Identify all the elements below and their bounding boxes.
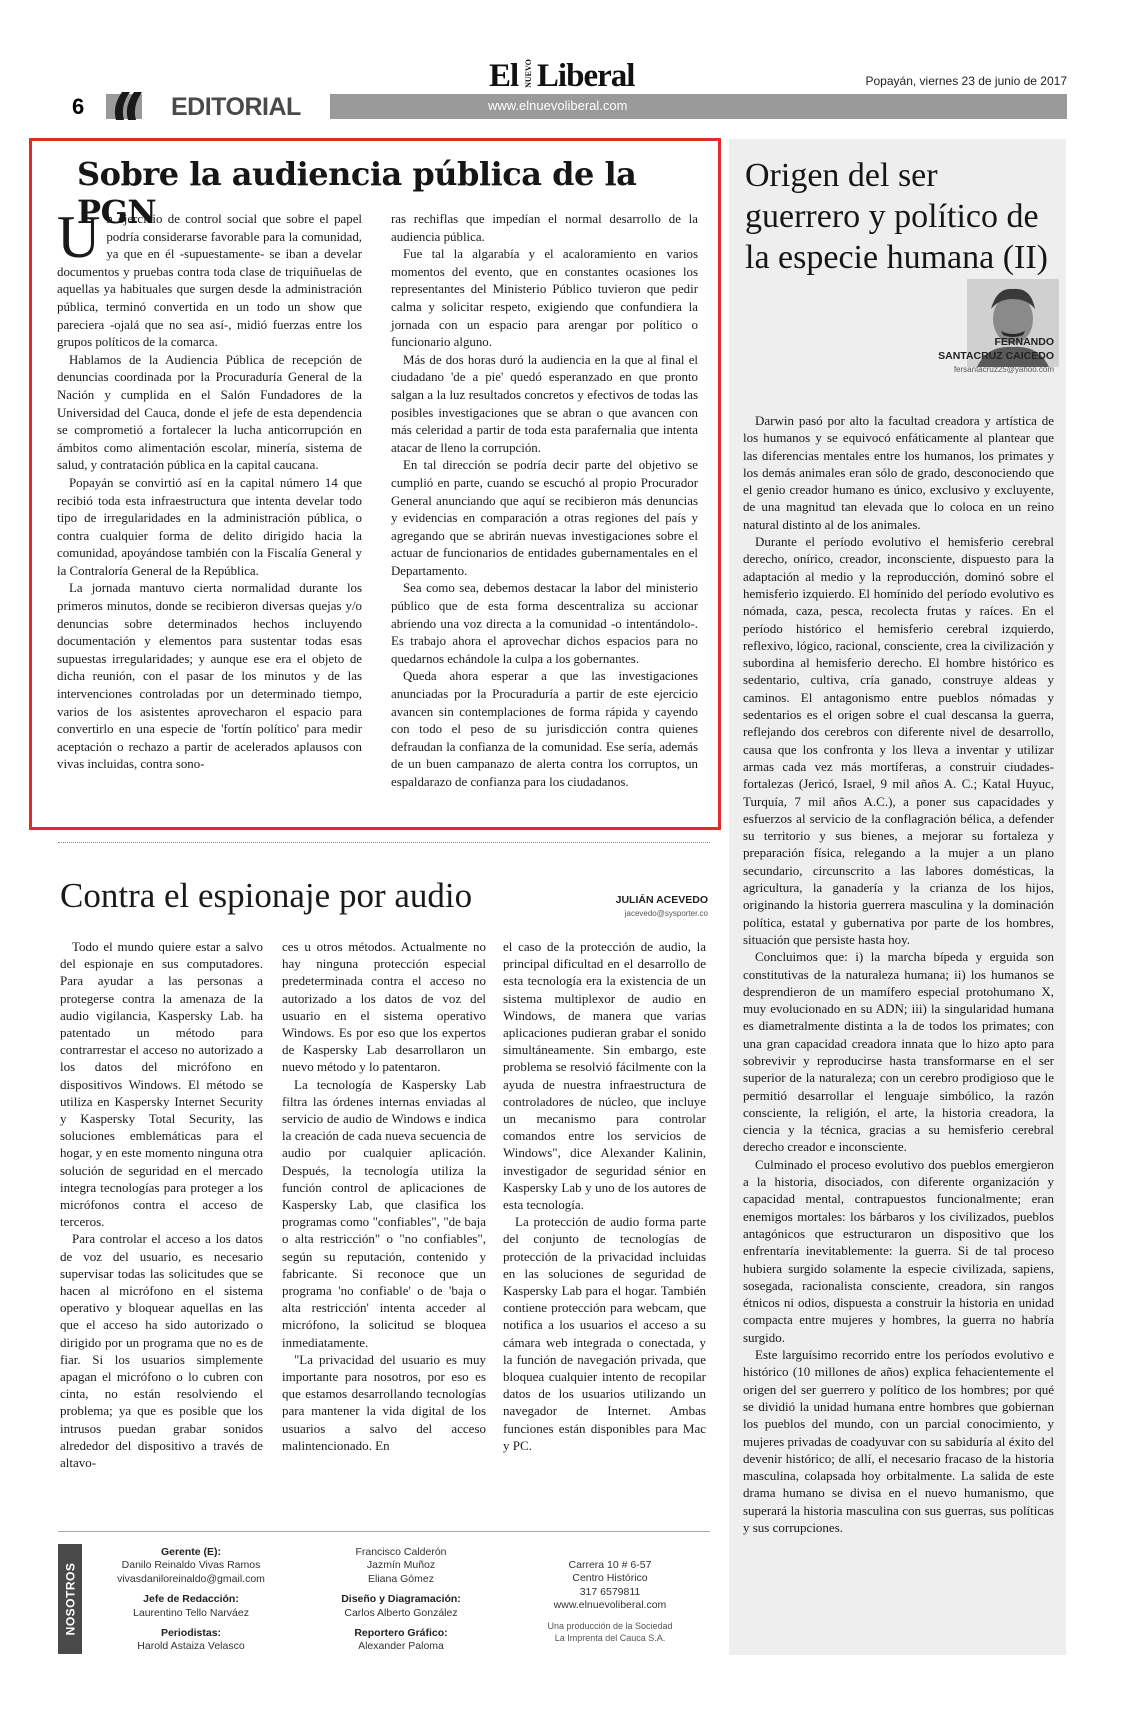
masthead-logo: El NUEVO Liberal <box>489 58 635 94</box>
paragraph: Popayán se convirtió así en la capital número 14 que recibió toda esta infraestructura que intenta develar todo tipo de irregularidades en la administración pública, o contra cualquier forma de delito dirigido hacia la comunidad, apoyándose también con la Fiscalía General y la Contraloría General de la República. <box>57 475 362 578</box>
staff-name: Jazmín Muñoz <box>366 1559 436 1572</box>
staff-name: Francisco Calderón <box>355 1546 447 1558</box>
staff-group-1 <box>96 1546 286 1654</box>
opinion-body <box>743 412 1054 1536</box>
author-email: jacevedo@sysporter.co <box>624 909 708 918</box>
staff-role: Jefe de Redacción: <box>143 1593 239 1606</box>
drop-cap: U <box>57 204 101 270</box>
editorial-column-1 <box>57 204 362 774</box>
staff-role: Reportero Gráfico: <box>354 1627 448 1640</box>
paragraph: Durante el período evolutivo el hemisferio cerebral derecho, onírico, creador, inconsciente, dispuesto para la adaptación al medio y la reproducción, dominó sobre el hemisferio izquierdo. El homínido del período evolutivo es nómada, caza, pesca, recolecta frutas y raíces. En el período histórico el hemisferio cerebral izquierdo, reflexivo, lógico, racional, consciente, crea la civilización y subordina al hemisferio derecho. El hombre histórico es sedentario, cultiva, cría ganado, construye aldeas y caminos. El antagonismo entre pueblos nómadas y sedentarios es el origen sobre el cual descansa la guerra, reflejando dos cerebros con diferente nivel de desarrollo, causa que los confronta y los lleva a inventar y utilizar armas cada vez más mortíferas, a construir ciudades-fortalezas (Jericó, Israel, 9 mil años A. C.; Katal Huyuc, Turquía, 7 mil años A.C.), a poner sus capacidades y esfuerzos al servicio de la conflagración bélica, a defender su territorio y sus bienes, a mejorar su fortaleza y preparación física, relegando a la mujer a un plano secundario, circunscrito a las labores domésticas, la agricultura, la ganadería y la crianza de los hijos, originando la historia guerrera masculina y la dominación política, estatal y gubernativa por parte de los hombres, situación que persiste hasta hoy. <box>743 534 1054 947</box>
staff-name: Alexander Paloma <box>358 1640 444 1653</box>
paragraph: Sea como sea, debemos destacar la labor del ministerio público que de esta forma descentraliza su accionar abriendo una voz directa a la comunidad -o intentándolo-. Es trabajo ahora el aprovechar dichos espacios para no quedarnos echándole la culpa a los gobernantes. <box>391 581 698 666</box>
staff-email: vivasdaniloreinaldo@gmail.com <box>117 1572 265 1585</box>
article-column-1 <box>60 938 263 1471</box>
paragraph: Un ejercicio de control social que sobre el papel podría considerarse favorable para la comunidad, ya que en él -supuestamente- se iban a develar documentos y pruebas contra toda clase de triquiñuelas de aquellas ya habituales que surgen desde la administración pública, terminó convertida en un todo un show que pareciera -ojalá que no sea así-, midió fuerzas entre los grupos políticos de la comarca. <box>57 204 362 350</box>
paragraph: ras rechiflas que impedían el normal desarrollo de la audiencia pública. <box>391 212 698 244</box>
opinion-title: Origen del ser guerrero y político de la especie humana (II) <box>745 157 1048 276</box>
page-number: 6 <box>60 94 106 119</box>
staff-role: Periodistas: <box>160 1627 222 1640</box>
staff-name: Laurentino Tello Narváez <box>133 1606 249 1619</box>
dateline: Popayán, viernes 23 de junio de 2017 <box>865 74 1067 88</box>
author-email: fersantacruz25@yahoo.com <box>953 365 1054 374</box>
article-title: Contra el espionaje por audio <box>60 876 473 915</box>
staff-group-2 <box>316 1546 486 1654</box>
staff-tab: NOSOTROS <box>63 1562 78 1636</box>
paragraph: Todo el mundo quiere estar a salvo del espionaje en sus computadores. Para ayudar a las personas a protegerse contra la amenaza de la audio vigilancia, Kaspersky Lab. ha patentado un método para contrarrestar el acceso no autorizado a los datos del micrófono en dispositivos Windows. El método se utiliza en Kaspersky Internet Security y Kaspersky Total Security, las soluciones emblemáticas para el hogar, y en este momento ninguna otra solución de seguridad en el mercado integra tecnologías para proteger a los micrófonos contra el acceso de terceros. <box>60 939 263 1230</box>
paragraph: el caso de la protección de audio, la principal dificultad en el desarrollo de esta tecnología era la existencia de un sistema multiplexor de audio en Windows, de manera que varias aplicaciones pudieran grabar el sonido simultáneamente. Sin embargo, este problema se resolvió fácilmente con la ayuda de nuestra infraestructura de controladores de núcleo, que incluye un mecanismo para controlar comandos entre los servicios de Windows", dice Alexander Kalinin, investigador de seguridad sénior en Kaspersky Lab y uno de los autores de esta tecnología. <box>503 939 706 1213</box>
staff-name: Harold Astaiza Velasco <box>137 1640 245 1653</box>
opinion-column <box>729 139 1066 1655</box>
staff-role: Diseño y Diagramación: <box>341 1593 461 1606</box>
article-column-2 <box>282 938 486 1454</box>
paragraph: ces u otros métodos. Actualmente no hay ninguna protección especial predeterminada contra el acceso no autorizado a los datos de voz del usuario en el sistema operativo Windows. Es por eso que los expertos de Kaspersky Lab desarrollaron un nuevo método y lo patentaron. <box>282 939 486 1075</box>
paragraph: Concluimos que: i) la marcha bípeda y erguida son constitutivas de la naturaleza humana; ii) los humanos se desprendieron de un mamífero especial protohumano X, muy evolucionado en su ADN; iii) la singularidad humana es diametralmente distinta a la de todos los primates; con una gran capacidad creadora innata que lo hizo apto para sobrevivir y reproducirse hasta transformarse en el ser superior de la naturaleza; con un cerebro prodigioso que le permitió desarrollar el lenguaje simbólico, la razón consciente, la religión, el arte, la historia creadora, la ciencia y la técnica, gracias a su hemisferio cerebral derecho creador e inconsciente. <box>743 949 1054 1155</box>
website-link[interactable]: www.elnuevoliberal.com <box>553 1599 667 1612</box>
paragraph: Este larguísimo recorrido entre los períodos evolutivo e histórico (10 millones de años) explica fehacientemente el origen del ser guerrero y político de los hombres; por qué se dividió la unidad humana entre hombres que gobiernan los pueblos del mundo, con un parcial conocimiento, y mujeres privadas de coadyuvar con su sabiduría al éxito del devenir histórico; de allí, el necesario fracaso de la historia masculina, colapsada hoy orbitalmente. La salida de este drama humano se divisa en el nuevo humanismo, que superará la historia masculina con sus guerras, sus políticas y sus corrupciones. <box>743 1347 1054 1535</box>
paragraph: Para controlar el acceso a los datos de voz del usuario, es necesario supervisar todas las solicitudes que se hacen al micrófono en el sistema operativo y bloquear aquellas en las que el acceso ha sido autorizado o dirigido por un programa que no es de fiar. Si los usuarios simplemente apagan el micrófono o lo cubren con cinta, no están resolviendo el problema; ya que es posible que los intrusos puedan grabar sonidos alrededor del dispositivo a través de altavo- <box>60 1231 263 1471</box>
staff-name: Carlos Alberto González <box>344 1606 458 1619</box>
website-url: www.elnuevoliberal.com <box>488 98 628 113</box>
paragraph: La jornada mantuvo cierta normalidad durante los primeros minutos, donde se recibieron diversas quejas y/o denuncias sobre determinados hechos incluyendo documentación y elementos para sustentar todas esas supuestas irregularidades; y aunque ese era el objeto de dicha reunión, con el pasar de los minutos y de las intervenciones controladas por un determinado tiempo, varios de los asistentes aprovecharon el espacio para convertirlo en una especie de 'fortín político' para medir aceptación o rechazo a partir de acelerados aplausos con vivas incluidas, contra sono- <box>57 581 362 772</box>
contact-info <box>524 1559 696 1644</box>
divider <box>58 842 710 843</box>
editorial-box <box>29 138 721 830</box>
article-byline: JULIÁN ACEVEDO jacevedo@sysporter.co <box>616 893 708 921</box>
section-slash-icon <box>108 90 142 122</box>
section-title: EDITORIAL <box>142 94 330 119</box>
divider <box>58 1531 710 1532</box>
staff-role: Gerente (E): <box>160 1546 222 1558</box>
article-column-3 <box>503 938 706 1454</box>
paragraph: "La privacidad del usuario es muy importante para nosotros, por eso es que estamos desarrollando tecnologías para mantener la vida digital de los usuarios a salvo del acceso malintencionado. En <box>282 1351 486 1453</box>
paragraph: Hablamos de la Audiencia Pública de recepción de denuncias coordinada por la Procuraduría General de la Nación y cumplida en el Salón Fundadores de la Universidad del Cauca, donde el jefe de esta dependencia se comprometió a fortalecer la lucha anticorrupción en ámbitos como alimentación escolar, minería, sistema de salud, y contratación pública en la capital caucana. <box>57 352 362 473</box>
staff-name: Danilo Reinaldo Vivas Ramos <box>121 1559 261 1572</box>
opinion-byline: FERNANDO SANTACRUZ CAICEDO fersantacruz25@yahoo.com <box>938 335 1054 377</box>
paragraph: Culminado el proceso evolutivo dos pueblos emergieron a la historia, disociados, con diferente organización y capacidad mental, contrapuestos funcionalmente; eran enemigos mortales: los bárbaros y los civilizados, pueblos antagónicos que estructuraron un dispositivo que los enfrentaría inevitablemente: la guerra. Si de tal proceso hubiera surgido solamente la especie civilizada, sapiens, sosegada, racionalista consciente, creadora, sin rangos étnicos ni odios, dispuesta a construir la historia en unidad compacta entre mujeres y hombres, la guerra no habría surgido. <box>743 1156 1054 1345</box>
phone: 317 6579811 <box>579 1585 641 1598</box>
address: Carrera 10 # 6-57 <box>568 1559 652 1571</box>
paragraph: La tecnología de Kaspersky Lab filtra las órdenes internas enviadas al servicio de audio de Windows e indica la creación de cada nueva secuencia de audio por cualquier aplicación. Después, la tecnología utiliza la función control de aplicaciones de Kaspersky Lab, que clasifica los programas como "confiables", "de baja o alta restricción" o "no confiables", según su reputación, contenido y fabricante. Si reconoce que un programa 'no confiable' o de 'baja o alta restricción' intenta acceder al micrófono, la solicitud se bloquea inmediatamente. <box>282 1076 486 1350</box>
paragraph: La protección de audio forma parte del conjunto de tecnologías de protección de la privacidad incluidas en las soluciones de seguridad de Kaspersky Lab para el hogar. También contiene protección para webcam, que notifica a los usuarios el acceso a su cámara web integrada o conectada, y la función de navegación privada, que bloquea cualquier intento de recopilar datos de los usuarios utilizando un navegador de Internet. Ambas funciones están disponibles para Mac y PC. <box>503 1214 706 1453</box>
paragraph: Queda ahora esperar a que las investigaciones anunciadas por la Procuraduría a partir de este ejercicio avancen sin contemplaciones de forma rápida y cayendo con todo el peso de su jurisdicción contra quienes defraudan la confianza de la comunidad. Ese sería, además de un buen campanazo de alerta contra los corruptos, un espaldarazo de confianza para los ciudadanos. <box>391 669 698 789</box>
paragraph: Fue tal la algarabía y el acaloramiento en varios momentos del evento, que en constantes ocasiones los representantes del Ministerio Público tuvieron que pedir calma y solicitar respeto, exigiendo que confundiera la jornada con un espacio para arengar por político o funcionario alguno. <box>391 247 698 350</box>
production-credit: Una producción de la Sociedad La Imprenta del Cauca S.A. <box>547 1620 673 1643</box>
paragraph: Más de dos horas duró la audiencia en la que al final el ciudadano 'de a pie' quedó esperanzado en que pronto salgan a la luz resultados concretos y efectivos de todas las posibles investigaciones que se abran o que avancen con más celeridad a partir de toda esta parafernalia que intenta atacar de lleno la corrupción. <box>391 352 698 455</box>
editorial-column-2 <box>391 211 698 792</box>
staff-name: Eliana Gómez <box>368 1572 434 1585</box>
editorial-title: Sobre la audiencia pública de la PGN <box>77 155 637 231</box>
district: Centro Histórico <box>572 1572 648 1585</box>
paragraph: Darwin pasó por alto la facultad creadora y artística de los humanos y se equivocó enfáticamente al plantear que las diferencias mentales entre los humanos, los primates y los demás animales eran sólo de grado, desconociendo que el genio creador humano es único, exclusivo y excluyente, de una magnitud tan elevada que lo coloca en un reino natural distinto al de los animales. <box>743 413 1054 532</box>
paragraph: En tal dirección se podría decir parte del objetivo se cumplió en parte, cuando se escuchó al propio Procurador General anunciando que aquí se recibieron más denuncias y evidencias en comparación a otras regiones del país y agregando que se abrirán nuevas investigaciones sobre el actuar de funcionarios de entidades gubernamentales en el Departamento. <box>391 458 698 578</box>
